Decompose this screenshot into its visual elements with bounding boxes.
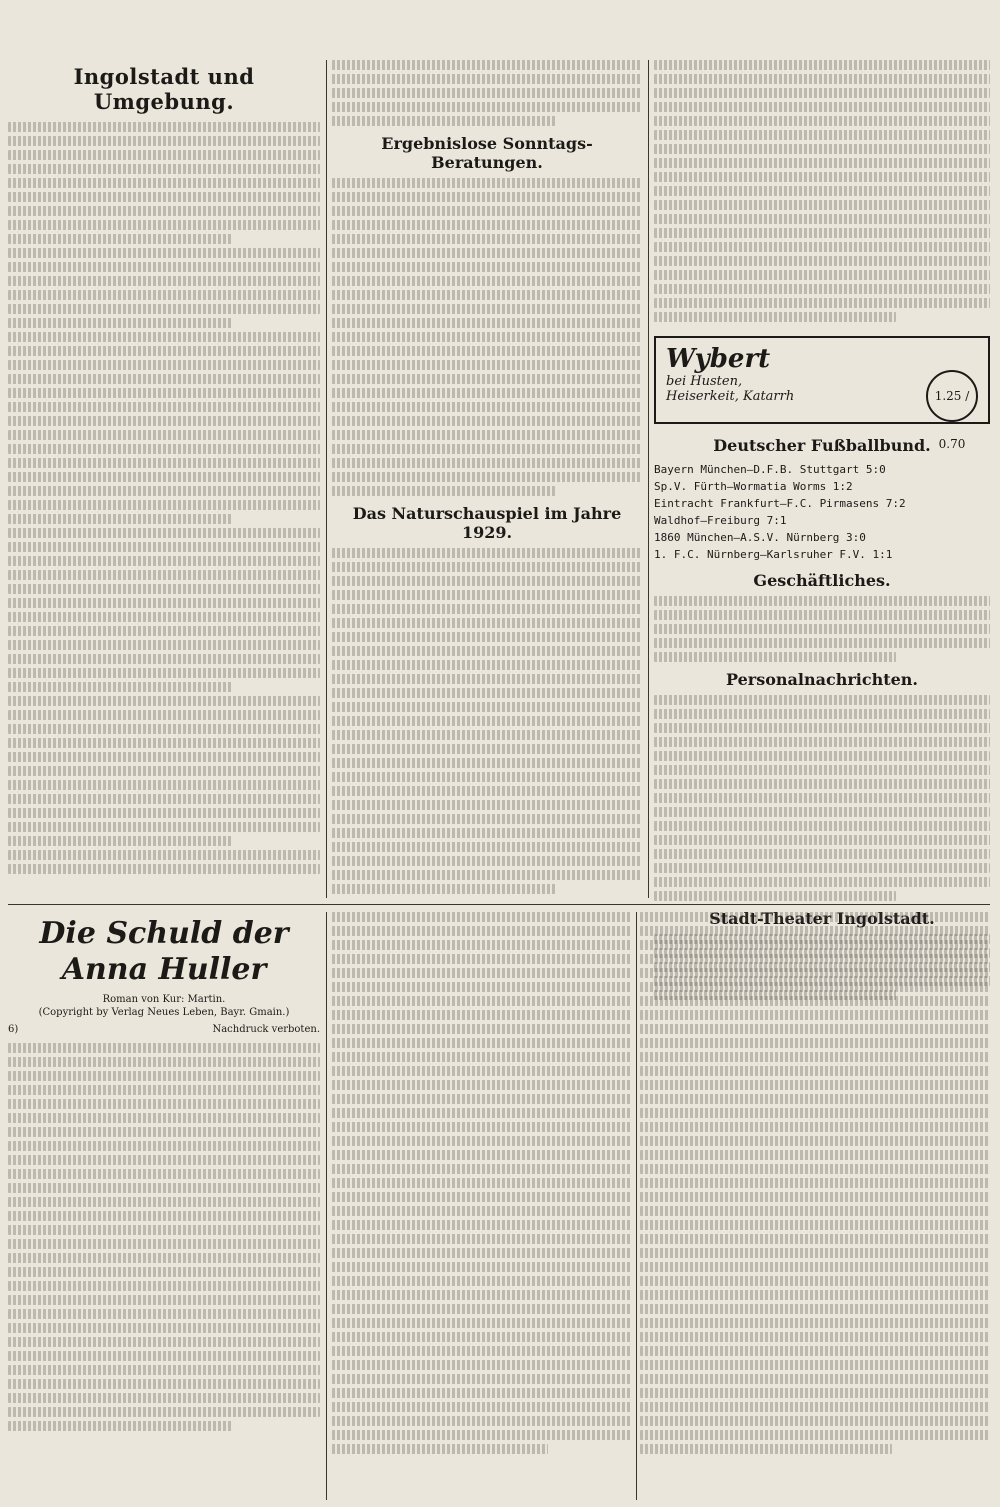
football-result: Eintracht Frankfurt–F.C. Pirmasens 7:2 xyxy=(654,497,906,510)
novel-installment xyxy=(8,1024,320,1035)
football-result: Waldhof–Freiburg 7:1 xyxy=(654,514,787,527)
football-result: 1. F.C. Nürnberg–Karlsruher F.V. 1:1 xyxy=(654,548,893,561)
serial-novel-column xyxy=(332,912,632,1500)
column-divider xyxy=(326,912,327,1500)
article-text xyxy=(8,122,320,874)
article-text xyxy=(654,60,990,322)
local-news-heading: Ingolstadt und Umgebung. xyxy=(73,64,255,114)
column-divider xyxy=(326,60,327,898)
article-heading-nature: Das Naturschauspiel im Jahre 1929. xyxy=(352,504,622,542)
misc-column xyxy=(654,60,990,928)
politics-column xyxy=(332,60,642,898)
serial-novel-column xyxy=(640,912,990,1500)
article-text xyxy=(332,60,642,126)
novel-copyright: (Copyright by Verlag Neues Leben, Bayr. Gmain.) xyxy=(38,1007,290,1018)
football-results xyxy=(654,461,990,563)
personal-news-heading: Personalnachrichten. xyxy=(726,670,918,689)
football-result: Bayern München–D.F.B. Stuttgart 5:0 xyxy=(654,463,886,476)
novel-text xyxy=(332,912,632,1454)
advert-brand: Wybert xyxy=(666,344,771,374)
article-text xyxy=(332,178,642,496)
advert-line-1: bei Husten, xyxy=(666,374,743,389)
article-text xyxy=(332,548,642,894)
section-divider xyxy=(8,904,990,905)
column-divider xyxy=(648,60,649,898)
local-news-column xyxy=(8,60,320,898)
advert-line-2: Heiserkeit, Katarrh xyxy=(666,389,795,404)
football-result: Sp.V. Fürth–Wormatia Worms 1:2 xyxy=(654,480,853,493)
column-divider xyxy=(636,912,637,1500)
advert-price: 1.25 / 0.70 xyxy=(926,370,978,422)
novel-title: Die Schuld der Anna Huller xyxy=(39,916,289,987)
reprint-notice: Nachdruck verboten. xyxy=(212,1024,320,1035)
novel-text xyxy=(8,1043,320,1431)
installment-number: 6) xyxy=(8,1024,19,1035)
article-heading-negotiations: Ergebnislose Sonntags-Beratungen. xyxy=(381,134,593,172)
theater-heading: Stadt-Theater Ingolstadt. xyxy=(709,909,935,928)
football-result: 1860 München–A.S.V. Nürnberg 3:0 xyxy=(654,531,866,544)
business-heading: Geschäftliches. xyxy=(753,571,891,590)
article-text xyxy=(654,596,990,662)
football-heading: Deutscher Fußballbund. xyxy=(713,436,931,455)
serial-novel-column xyxy=(8,912,320,1500)
novel-text xyxy=(640,912,990,1454)
novel-byline: Roman von Kur: Martin. xyxy=(102,994,226,1005)
article-text xyxy=(654,695,990,901)
